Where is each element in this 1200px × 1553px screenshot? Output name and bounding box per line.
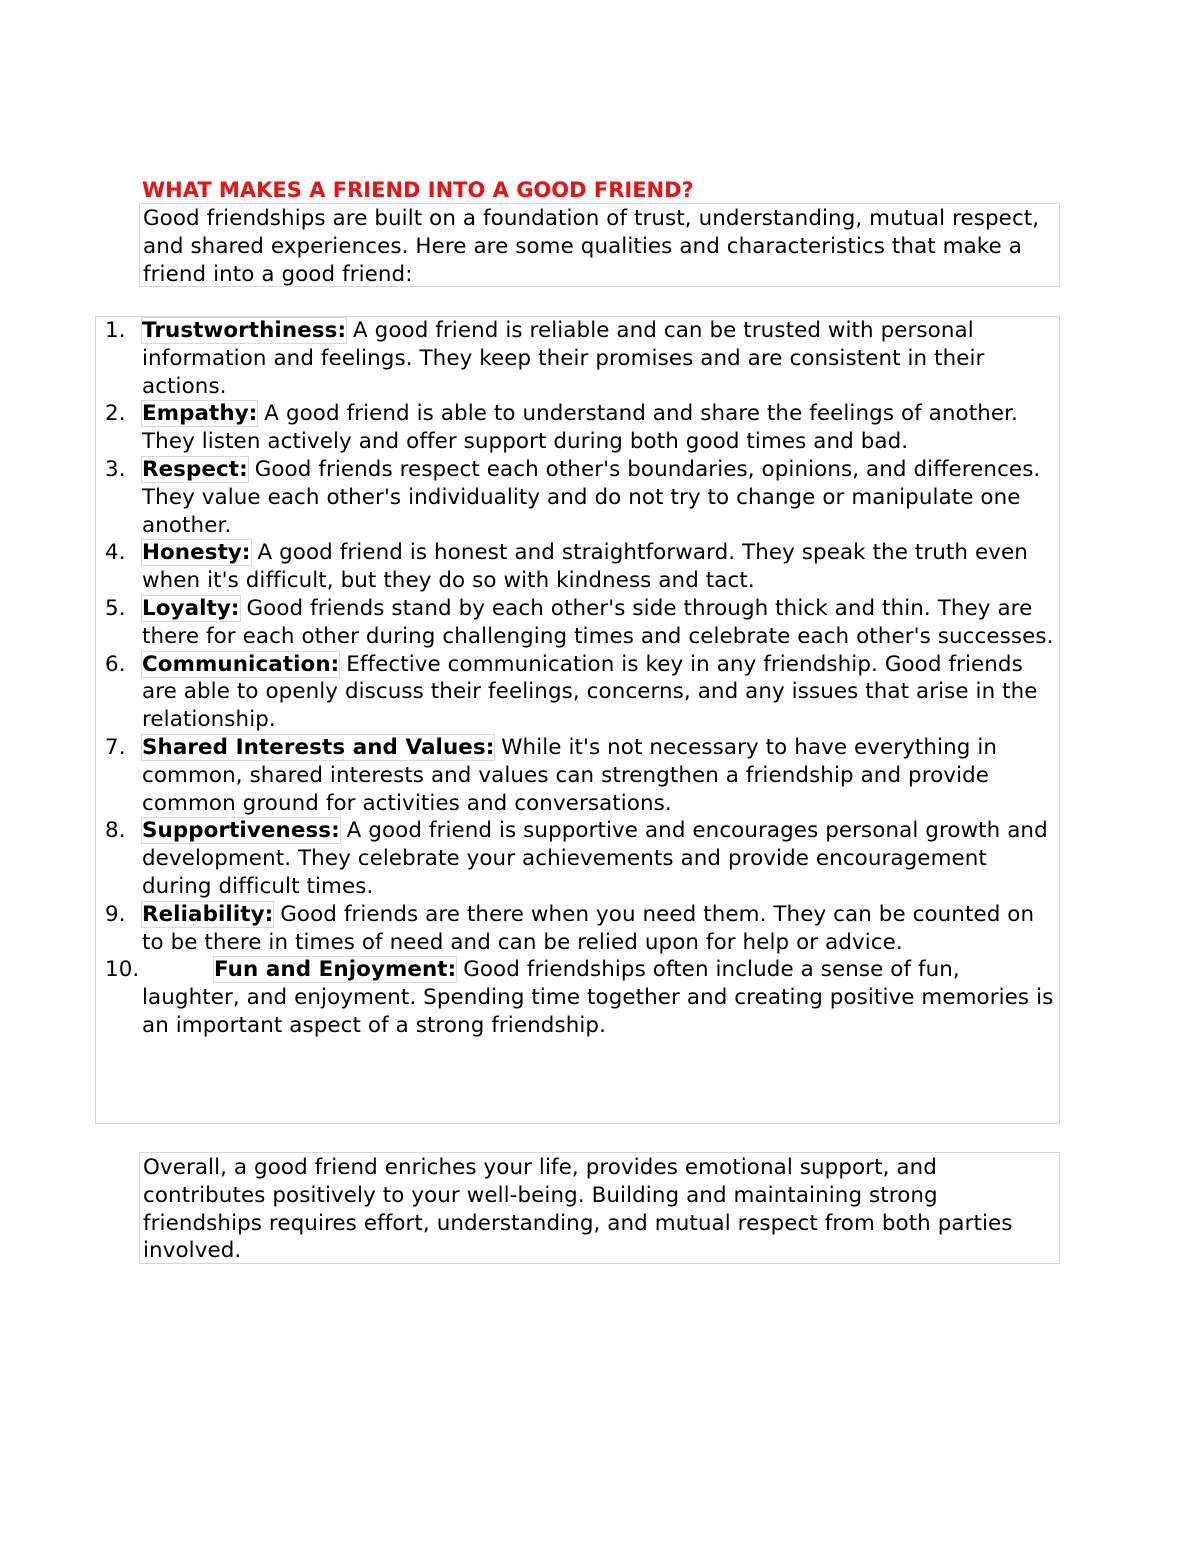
list-item xyxy=(96,901,1061,957)
list-item-label: Fun and Enjoyment: xyxy=(214,957,457,983)
list-item-number: 5. xyxy=(105,595,126,621)
list-item-label: Respect: xyxy=(142,456,248,482)
qualities-list-box xyxy=(95,316,1060,1124)
list-item-number: 6. xyxy=(105,651,126,677)
list-item-text: Effective communication is key in any friendship. Good friends are able to openly discuss their feelings, concerns, and any issues that arise in the relationship. xyxy=(142,651,1038,733)
list-item-number: 2. xyxy=(105,401,126,427)
list-item xyxy=(96,400,1061,456)
list-item-text: A good friend is able to understand and share the feelings of another. They listen actively and offer support during both good times and bad. xyxy=(142,401,1018,455)
qualities-list xyxy=(96,317,1061,1040)
list-item-number: 3. xyxy=(105,456,126,482)
list-item xyxy=(96,817,1061,900)
list-item-text: A good friend is supportive and encourages personal growth and development. They celebrate your achievements and provide encouragement during difficult times. xyxy=(142,818,1048,899)
page-title: WHAT MAKES A FRIEND INTO A GOOD FRIEND? xyxy=(142,178,694,202)
list-item xyxy=(96,539,1061,595)
list-item xyxy=(96,734,1061,817)
intro-paragraph: Good friendships are built on a foundation of trust, understanding, mutual respect, and shared experiences. Here are some qualities and characteristics that make a friend into a good friend: xyxy=(143,206,1040,287)
list-item-number: 10. xyxy=(105,957,140,983)
list-item-number: 7. xyxy=(105,734,126,760)
outro-paragraph-box xyxy=(139,1152,1060,1264)
list-item xyxy=(96,956,1061,1039)
list-item-label: Honesty: xyxy=(142,540,251,566)
list-item xyxy=(96,651,1061,734)
list-item-text: Good friendships often include a sense of fun, laughter, and enjoyment. Spending time together and creating positive memories is an important aspect of a strong friendship. xyxy=(142,957,1054,1038)
list-item-label: Supportiveness: xyxy=(142,818,340,844)
list-item-number: 1. xyxy=(105,318,126,343)
list-item-label: Empathy: xyxy=(142,401,258,427)
list-item-text: A good friend is honest and straightforward. They speak the truth even when it's difficult, but they do so with kindness and tact. xyxy=(142,540,1028,594)
list-item-text: A good friend is reliable and can be trusted with personal information and feelings. They keep their promises and are consistent in their actions. xyxy=(142,318,985,399)
list-item-number: 4. xyxy=(105,540,126,566)
list-item-label: Communication: xyxy=(142,651,340,677)
list-item-label: Shared Interests and Values: xyxy=(142,734,495,760)
list-item xyxy=(96,317,1061,400)
list-item-label: Reliability: xyxy=(142,901,274,927)
list-item-number: 8. xyxy=(105,818,126,844)
list-item xyxy=(96,595,1061,651)
list-item-text: While it's not necessary to have everything in common, shared interests and values can strengthen a friendship and provide common ground for activities and conversations. xyxy=(142,734,998,816)
outro-paragraph: Overall, a good friend enriches your life, provides emotional support, and contributes positively to your well-being. Building and maintaining strong friendships requires effort, understanding, and mutual respect from both parties involved. xyxy=(143,1155,1013,1264)
list-item xyxy=(96,456,1061,539)
list-item-label: Trustworthiness: xyxy=(142,318,347,343)
list-item-number: 9. xyxy=(105,901,126,927)
intro-paragraph-box xyxy=(139,203,1060,287)
list-item-text: Good friends are there when you need them. They can be counted on to be there in times of need and can be relied upon for help or advice. xyxy=(142,901,1035,955)
list-item-text: Good friends respect each other's boundaries, opinions, and differences. They value each other's individuality and do not try to change or manipulate one another. xyxy=(142,456,1041,538)
list-item-label: Loyalty: xyxy=(142,595,240,621)
list-item-text: Good friends stand by each other's side through thick and thin. They are there for each other during challenging times and celebrate each other's successes. xyxy=(142,595,1054,649)
